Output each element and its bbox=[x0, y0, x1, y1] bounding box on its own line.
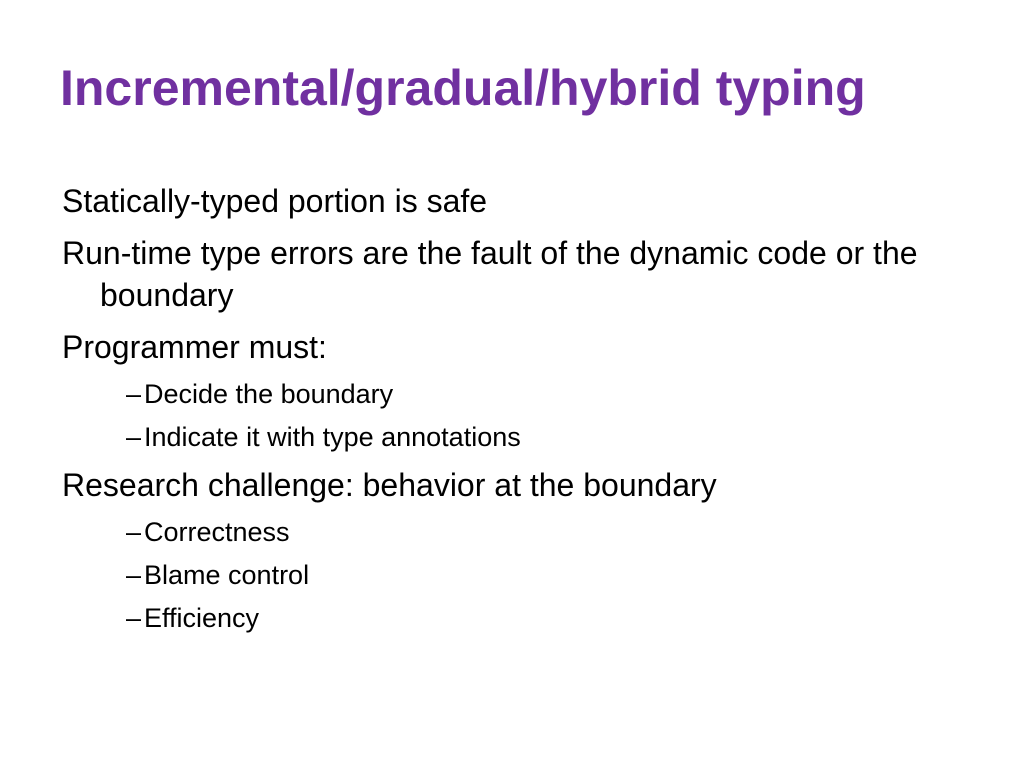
bullet-programmer-must: Programmer must: bbox=[62, 329, 327, 365]
bullet-statically-typed: Statically-typed portion is safe bbox=[62, 183, 488, 219]
sub-bullet-correctness bbox=[126, 514, 962, 550]
sub-bullet-text: Efficiency bbox=[144, 603, 260, 633]
dash-marker: – bbox=[126, 603, 142, 633]
sub-bullet-blame-control bbox=[126, 557, 962, 593]
dash-marker: – bbox=[126, 422, 142, 452]
sub-bullet-indicate-annotations bbox=[126, 419, 962, 455]
sub-bullet-text: Blame control bbox=[144, 560, 310, 590]
bullet-run-time-errors: Run-time type errors are the fault of the dynamic code or the boundary bbox=[62, 235, 918, 313]
dash-marker: – bbox=[126, 379, 142, 409]
sub-bullet-efficiency bbox=[126, 600, 962, 636]
sub-bullet-text: Correctness bbox=[144, 517, 290, 547]
dash-marker: – bbox=[126, 517, 142, 547]
sub-bullet-decide-boundary bbox=[126, 376, 962, 412]
sub-bullet-text: Decide the boundary bbox=[144, 379, 394, 409]
bullet-research-challenge: Research challenge: behavior at the boundary bbox=[62, 467, 717, 503]
dash-marker: – bbox=[126, 560, 142, 590]
slide-title: Incremental/gradual/hybrid typing bbox=[60, 60, 866, 116]
slide-body bbox=[62, 180, 962, 645]
sub-bullet-text: Indicate it with type annotations bbox=[144, 422, 521, 452]
